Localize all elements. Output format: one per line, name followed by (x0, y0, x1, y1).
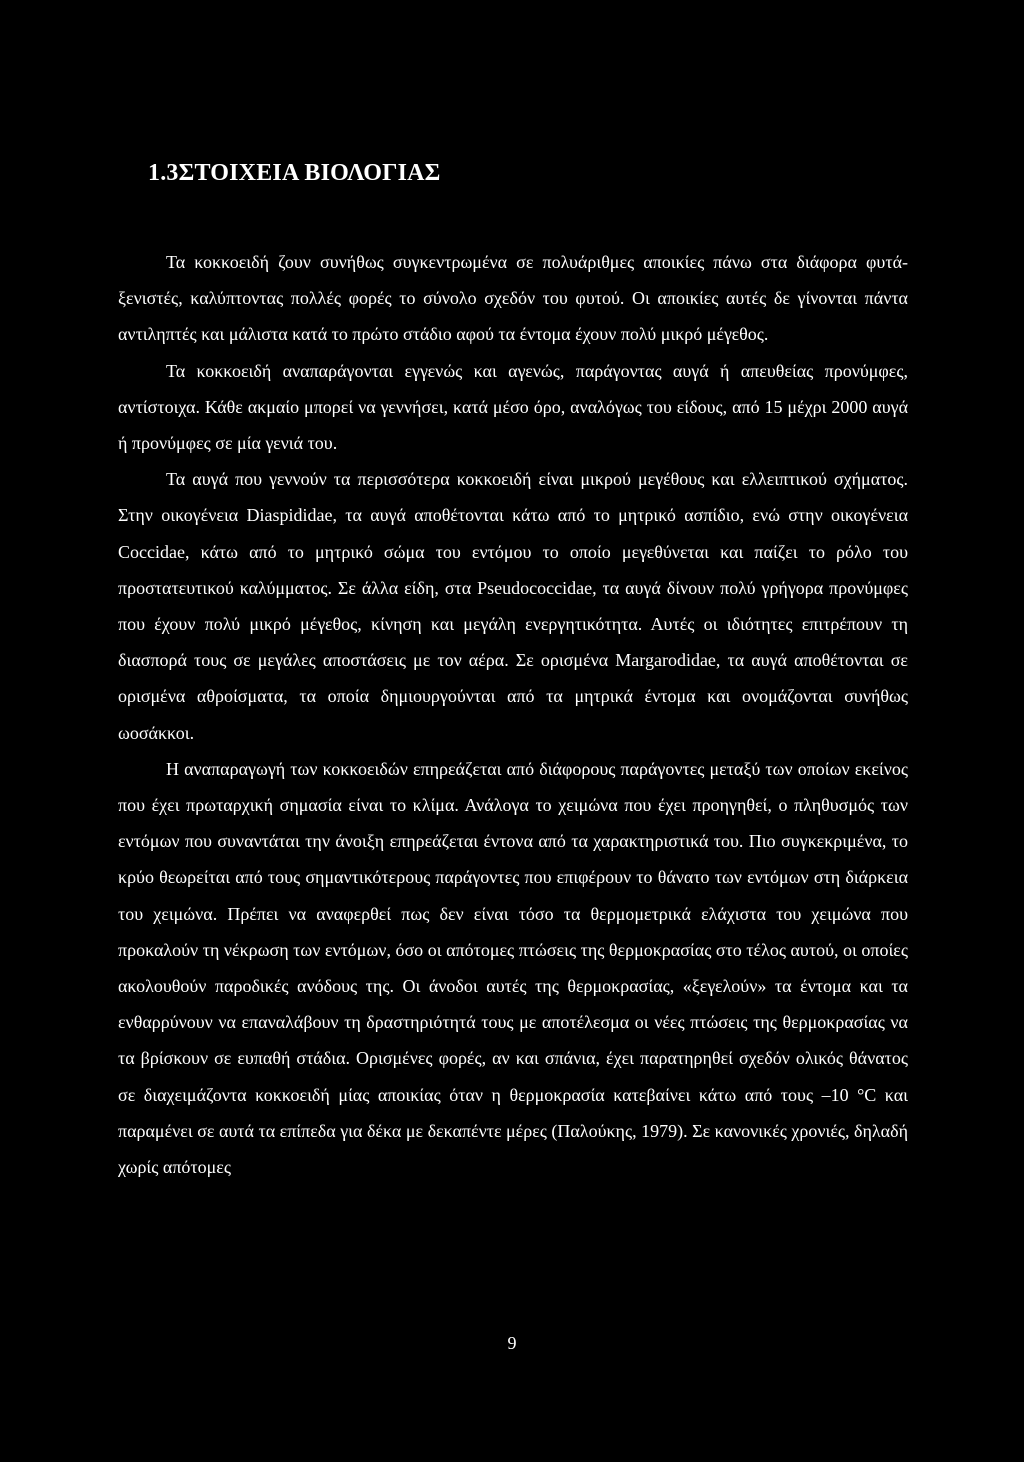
paragraph: Τα κοκκοειδή ζουν συνήθως συγκεντρωμένα σε πολυάριθμες αποικίες πάνω στα διάφορα φυτά-ξενιστές, καλύπτοντας πολλές φορές το σύνολο σχεδόν του φυτού. Οι αποικίες αυτές δε γίνονται πάντα αντιληπτές και μάλιστα κατά το πρώτο στάδιο αφού τα έντομα έχουν πολύ μικρό μέγεθος. (118, 252, 908, 345)
paragraph: Τα αυγά που γεννούν τα περισσότερα κοκκοειδή είναι μικρού μεγέθους και ελλειπτικού σχήματος. Στην οικογένεια Diaspididae, τα αυγά αποθέτονται κάτω από το μητρικό ασπίδιο, ενώ στην οικογένεια Coccidae, κάτω από το μητρικό σώμα του εντόμου το οποίο μεγεθύνεται και παίζει το ρόλο του προστατευτικού καλύμματος. Σε άλλα είδη, στα Pseudococcidae, τα αυγά δίνουν πολύ γρήγορα προνύμφες που έχουν πολύ μικρό μέγεθος, κίνηση και μεγάλη ενεργητικότητα. Αυτές οι ιδιότητες επιτρέπουν τη διασπορά τους σε μεγάλες αποστάσεις με τον αέρα. Σε ορισμένα Margarodidae, τα αυγά αποθέτονται σε ορισμένα αθροίσματα, τα οποία δημιουργούνται από τα μητρικά έντομα και ονομάζονται συνήθως ωοσάκκοι. (118, 469, 908, 743)
section-heading: 1.3ΣΤΟΙΧΕΙΑ ΒΙΟΛΟΓΙΑΣ (148, 160, 441, 186)
paragraph: Η αναπαραγωγή των κοκκοειδών επηρεάζεται από διάφορους παράγοντες μεταξύ των οποίων εκείνος που έχει πρωταρχική σημασία είναι το κλίμα. Ανάλογα το χειμώνα που έχει προηγηθεί, ο πληθυσμός των εντόμων που συναντάται την άνοιξη επηρεάζεται έντονα από τα χαρακτηριστικά του. Πιο συγκεκριμένα, το κρύο θεωρείται από τους σημαντικότερους παράγοντες που επιφέρουν το θάνατο των εντόμων στη διάρκεια του χειμώνα. Πρέπει να αναφερθεί πως δεν είναι τόσο τα θερμομετρικά ελάχιστα του χειμώνα που προκαλούν τη νέκρωση των εντόμων, όσο οι απότομες πτώσεις της θερμοκρασίας στο τέλος αυτού, οι οποίες ακολουθούν παροδικές ανόδους της. Οι άνοδοι αυτές της θερμοκρασίας, «ξεγελούν» τα έντομα και τα ενθαρρύνουν να επαναλάβουν τη δραστηριότητά τους με αποτέλεσμα οι νέες πτώσεις της θερμοκρασίας να τα βρίσκουν σε ευπαθή στάδια. Ορισμένες φορές, αν και σπάνια, έχει παρατηρηθεί σχεδόν ολικός θάνατος σε διαχειμάζοντα κοκκοειδή μίας αποικίας όταν η θερμοκρασία κατεβαίνει κάτω από τους –10 °C και παραμένει σε αυτά τα επίπεδα για δέκα με δεκαπέντε μέρες (Παλούκης, 1979). Σε κανονικές χρονιές, δηλαδή χωρίς απότομες (118, 758, 908, 1178)
paragraph: Τα κοκκοειδή αναπαράγονται εγγενώς και αγενώς, παράγοντας αυγά ή απευθείας προνύμφες, αντίστοιχα. Κάθε ακμαίο μπορεί να γεννήσει, κατά μέσο όρο, αναλόγως του είδους, από 15 μέχρι 2000 αυγά ή προνύμφες σε μία γενιά του. (118, 360, 908, 454)
body-text (118, 244, 908, 1185)
page-number: 9 (507, 1333, 517, 1353)
